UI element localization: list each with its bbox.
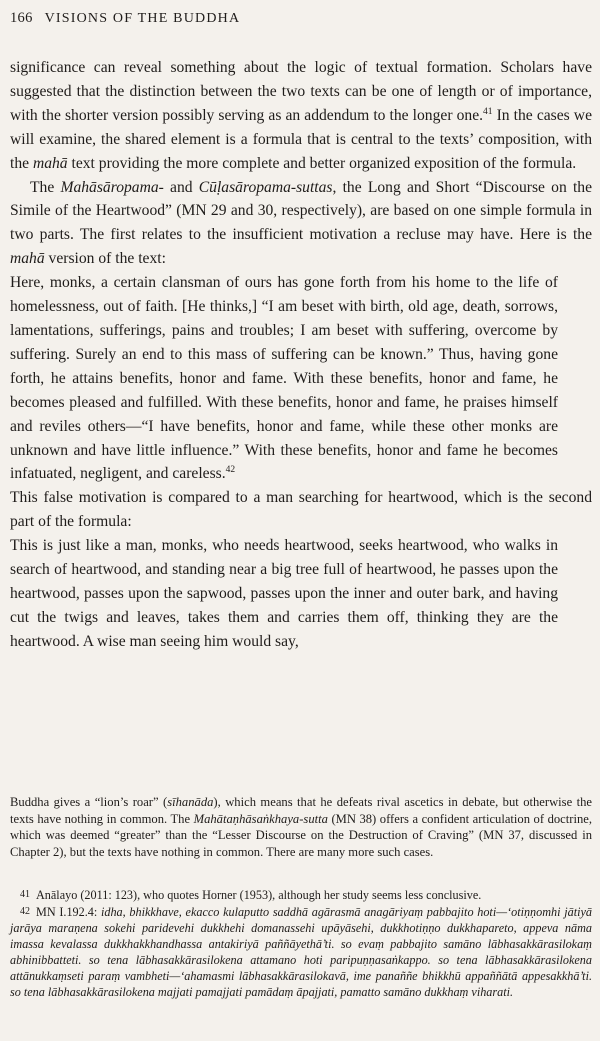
page-number: 166 xyxy=(10,10,33,26)
block-quote-1: Here, monks, a certain clansman of ours has gone forth from his home to the life of homelessness, out of faith. [He thinks,] “I am beset with birth, old age, death, sorrows, lamentations, sufferings, pains and troubles; I am beset with suffering, overcome by suffering. Surely an end to this mass of suffering can be known.” Thus, having gone forth, he attains benefits, honor and fame. With these benefits, honor and fame, he becomes pleased and fulfilled. With these benefits, honor and fame, he praises himself and reviles others—“I have benefits, honor and fame, while these other monks are unknown and have little influence.” With these benefits, honor and fame he becomes infatuated, negligent, and careless.$^{42}$ xyxy=(10,274,558,483)
footnote-41: 41 Anālayo (2011: 123), who quotes Horner (1953), although her study seems less conclusive. xyxy=(10,887,592,903)
paragraph-1: significance can reveal something about the logic of textual formation. Scholars have suggested that the distinction between the two texts can be one of length or of importance, with the shorter version possibly serving as an addendum to the longer one.$^{41}$ In the cases we will examine, the shared element is a formula that is central to the texts’ composition, with the mahā text providing the more complete and better organized exposition of the formula. xyxy=(10,59,592,172)
running-head xyxy=(10,10,240,27)
footnote-ref-41[interactable]: 41 xyxy=(483,106,493,117)
footnote-continued: Buddha gives a “lion’s roar” (sīhanāda), which means that he defeats rival ascetics in debate, but otherwise the texts have nothing in common. The Mahātaṇhāsaṅkhaya-sutta (MN 38) offers a confident articulation of doctrine, which was deemed “greater” than the “Lesser Discourse on the Destruction of Craving” (MN 37, discussed in Chapter 2), but the texts have nothing in common. There are many more such cases. xyxy=(10,795,592,859)
footnote-42: 42 MN I.192.4: idha, bhikkhave, ekacco kulaputto saddhā agārasmā anagāriyaṃ pabbajito hoti—‘otiṇṇomhi jātiyā jarāya maraṇena sokehi paridevehi dukkhehi domanassehi upāyāsehi, dukkhotiṇṇo dukkhapareto, appeva nāma imassa kevalassa dukkhakkhandhassa antakiriyā paññāyethā’ti. so evaṃ pabbajito samāno lābhasakkārasilokaṃ abhinibbatteti. so tena lābhasakkārasilokena attamano hoti paripuṇṇasaṅkappo. so tena lābhasakkārasilokena attānukkaṃseti paraṃ vambheti—‘ahamasmi lābhasakkārasilokavā, ime panaññe bhikkhū appaññātā appesakkhā’ti. so tena lābhasakkārasilokena majjati pamajjati pamādaṃ āpajjati, pamatto samāno dukkhaṃ viharati. xyxy=(10,905,592,1000)
block-quote-2: This is just like a man, monks, who needs heartwood, seeks heartwood, who walks in search of heartwood, and standing near a big tree full of heartwood, he passes upon the heartwood, passes upon the sapwood, passes upon the inner and outer bark, and having cut the twigs and leaves, takes them and carries them off, thinking they are the heartwood. A wise man seeing him would say, xyxy=(10,537,558,650)
paragraph-3: This false motivation is compared to a man searching for heartwood, which is the second part of the formula: xyxy=(10,489,592,531)
main-text xyxy=(10,56,592,654)
paragraph-2: The Mahāsāropama- and Cūḷasāropama-suttas, the Long and Short “Discourse on the Simile of the Heartwood” (MN 29 and 30, respectively), are based on one simple formula in two parts. The first relates to the insufficient motivation a recluse may have. Here is the mahā version of the text: xyxy=(10,178,592,268)
footnote-ref-42[interactable]: 42 xyxy=(225,465,236,476)
running-title: VISIONS OF THE BUDDHA xyxy=(44,11,241,26)
footnote-number: 42 xyxy=(20,906,30,917)
pali-text: idha, bhikkhave, ekacco kulaputto saddhā agārasmā anagāriyaṃ pabbajito hoti—‘otiṇṇomhi jātiyā jarāya maraṇena sokehi paridevehi dukkhehi domanassehi upāyāsehi, dukkhotiṇṇo dukkhapareto, appeva nāma imassa kevalassa dukkhakkhandhassa antakiriyā paññāyethā’ti. so evaṃ pabbajito samāno lābhasakkārasilokaṃ abhinibbatteti. so tena lābhasakkārasilokena attamano hoti paripuṇṇasaṅkappo. so tena lābhasakkārasilokena attānukkaṃseti paraṃ vambheti—‘ahamasmi lābhasakkārasilokavā, ime panaññe bhikkhū appaññātā appesakkhā’ti. so tena lābhasakkārasilokena majjati pamajjati pamādaṃ āpajjati, pamatto samāno dukkhaṃ viharati. xyxy=(10,905,592,1000)
footnote-number: 41 xyxy=(20,889,30,900)
